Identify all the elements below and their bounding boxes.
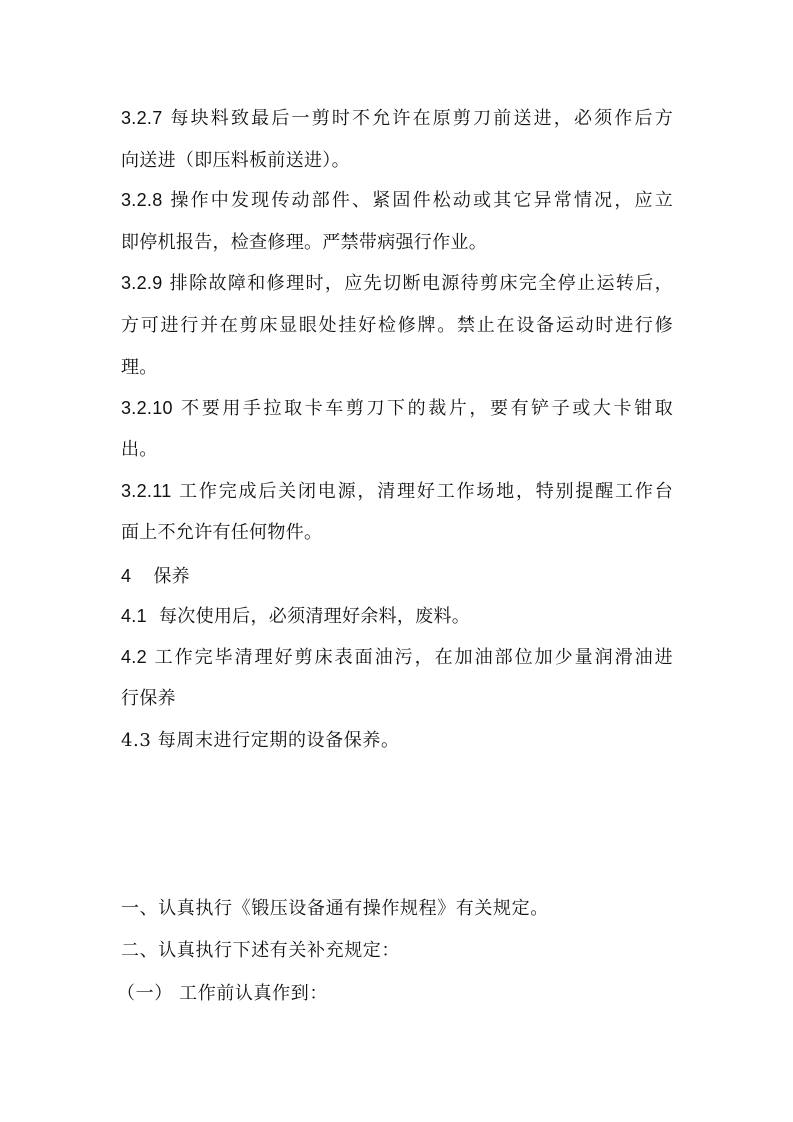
clause-number: 3.2.9 xyxy=(121,273,163,293)
para-3-2-7-line-1 xyxy=(121,107,673,130)
clause-number: 3.2.10 xyxy=(121,398,173,418)
para-4-3: 4.3 每周末进行定期的设备保养。 xyxy=(121,730,400,751)
clause-text: 每块料致最后一剪时不允许在原剪刀前送进，必须作后方 xyxy=(170,108,673,129)
regulation-subitem-1: （一） 工作前认真作到： xyxy=(117,983,328,1004)
para-3-2-11-line-1 xyxy=(121,480,673,503)
clause-text: 工作完毕清理好剪床表面油污，在加油部位加少量润滑油进 xyxy=(154,647,673,668)
para-3-2-7-line-2: 向送进（即压料板前送进）。 xyxy=(121,150,350,171)
para-3-2-10-line-1 xyxy=(121,397,673,420)
clause-number: 3.2.7 xyxy=(121,108,163,128)
para-3-2-9-line-2: 方可进行并在剪床显眼处挂好检修牌。禁止在设备运动时进行修 xyxy=(121,315,673,336)
clause-number: 3.2.11 xyxy=(121,481,172,501)
section-number: 4 xyxy=(121,566,132,586)
regulation-item-1: 一、认真执行《锻压设备通有操作规程》有关规定。 xyxy=(121,898,549,919)
para-3-2-11-line-2: 面上不允许有任何物件。 xyxy=(121,522,323,543)
clause-text: 排除故障和修理时，应先切断电源待剪床完全停止运转后， xyxy=(169,273,673,294)
section-4-heading xyxy=(121,565,190,588)
para-4-2-line-2: 行保养 xyxy=(121,688,176,709)
para-3-2-8-line-1 xyxy=(121,189,673,212)
para-4-2-line-1 xyxy=(121,646,673,669)
section-title: 保养 xyxy=(153,566,190,587)
para-3-2-8-line-2: 即停机报告，检查修理。严禁带病强行作业。 xyxy=(121,232,487,253)
clause-number: 4.1 xyxy=(121,606,147,626)
regulation-item-2: 二、认真执行下述有关补充规定： xyxy=(121,940,400,961)
para-4-1 xyxy=(121,605,470,628)
clause-text: 不要用手拉取卡车剪刀下的裁片，要有铲子或大卡钳取 xyxy=(181,398,673,419)
clause-text: 操作中发现传动部件、紧固件松动或其它异常情况，应立 xyxy=(170,190,673,211)
para-3-2-9-line-1 xyxy=(121,272,673,295)
clause-text: 工作完成后关闭电源，清理好工作场地，特别提醒工作台 xyxy=(179,481,673,502)
para-3-2-9-line-3: 理。 xyxy=(121,357,158,378)
clause-text: 每次使用后，必须清理好余料，废料。 xyxy=(158,606,471,627)
clause-number: 3.2.8 xyxy=(121,190,163,210)
clause-number: 4.2 xyxy=(121,647,147,667)
para-3-2-10-line-2: 出。 xyxy=(121,439,158,460)
